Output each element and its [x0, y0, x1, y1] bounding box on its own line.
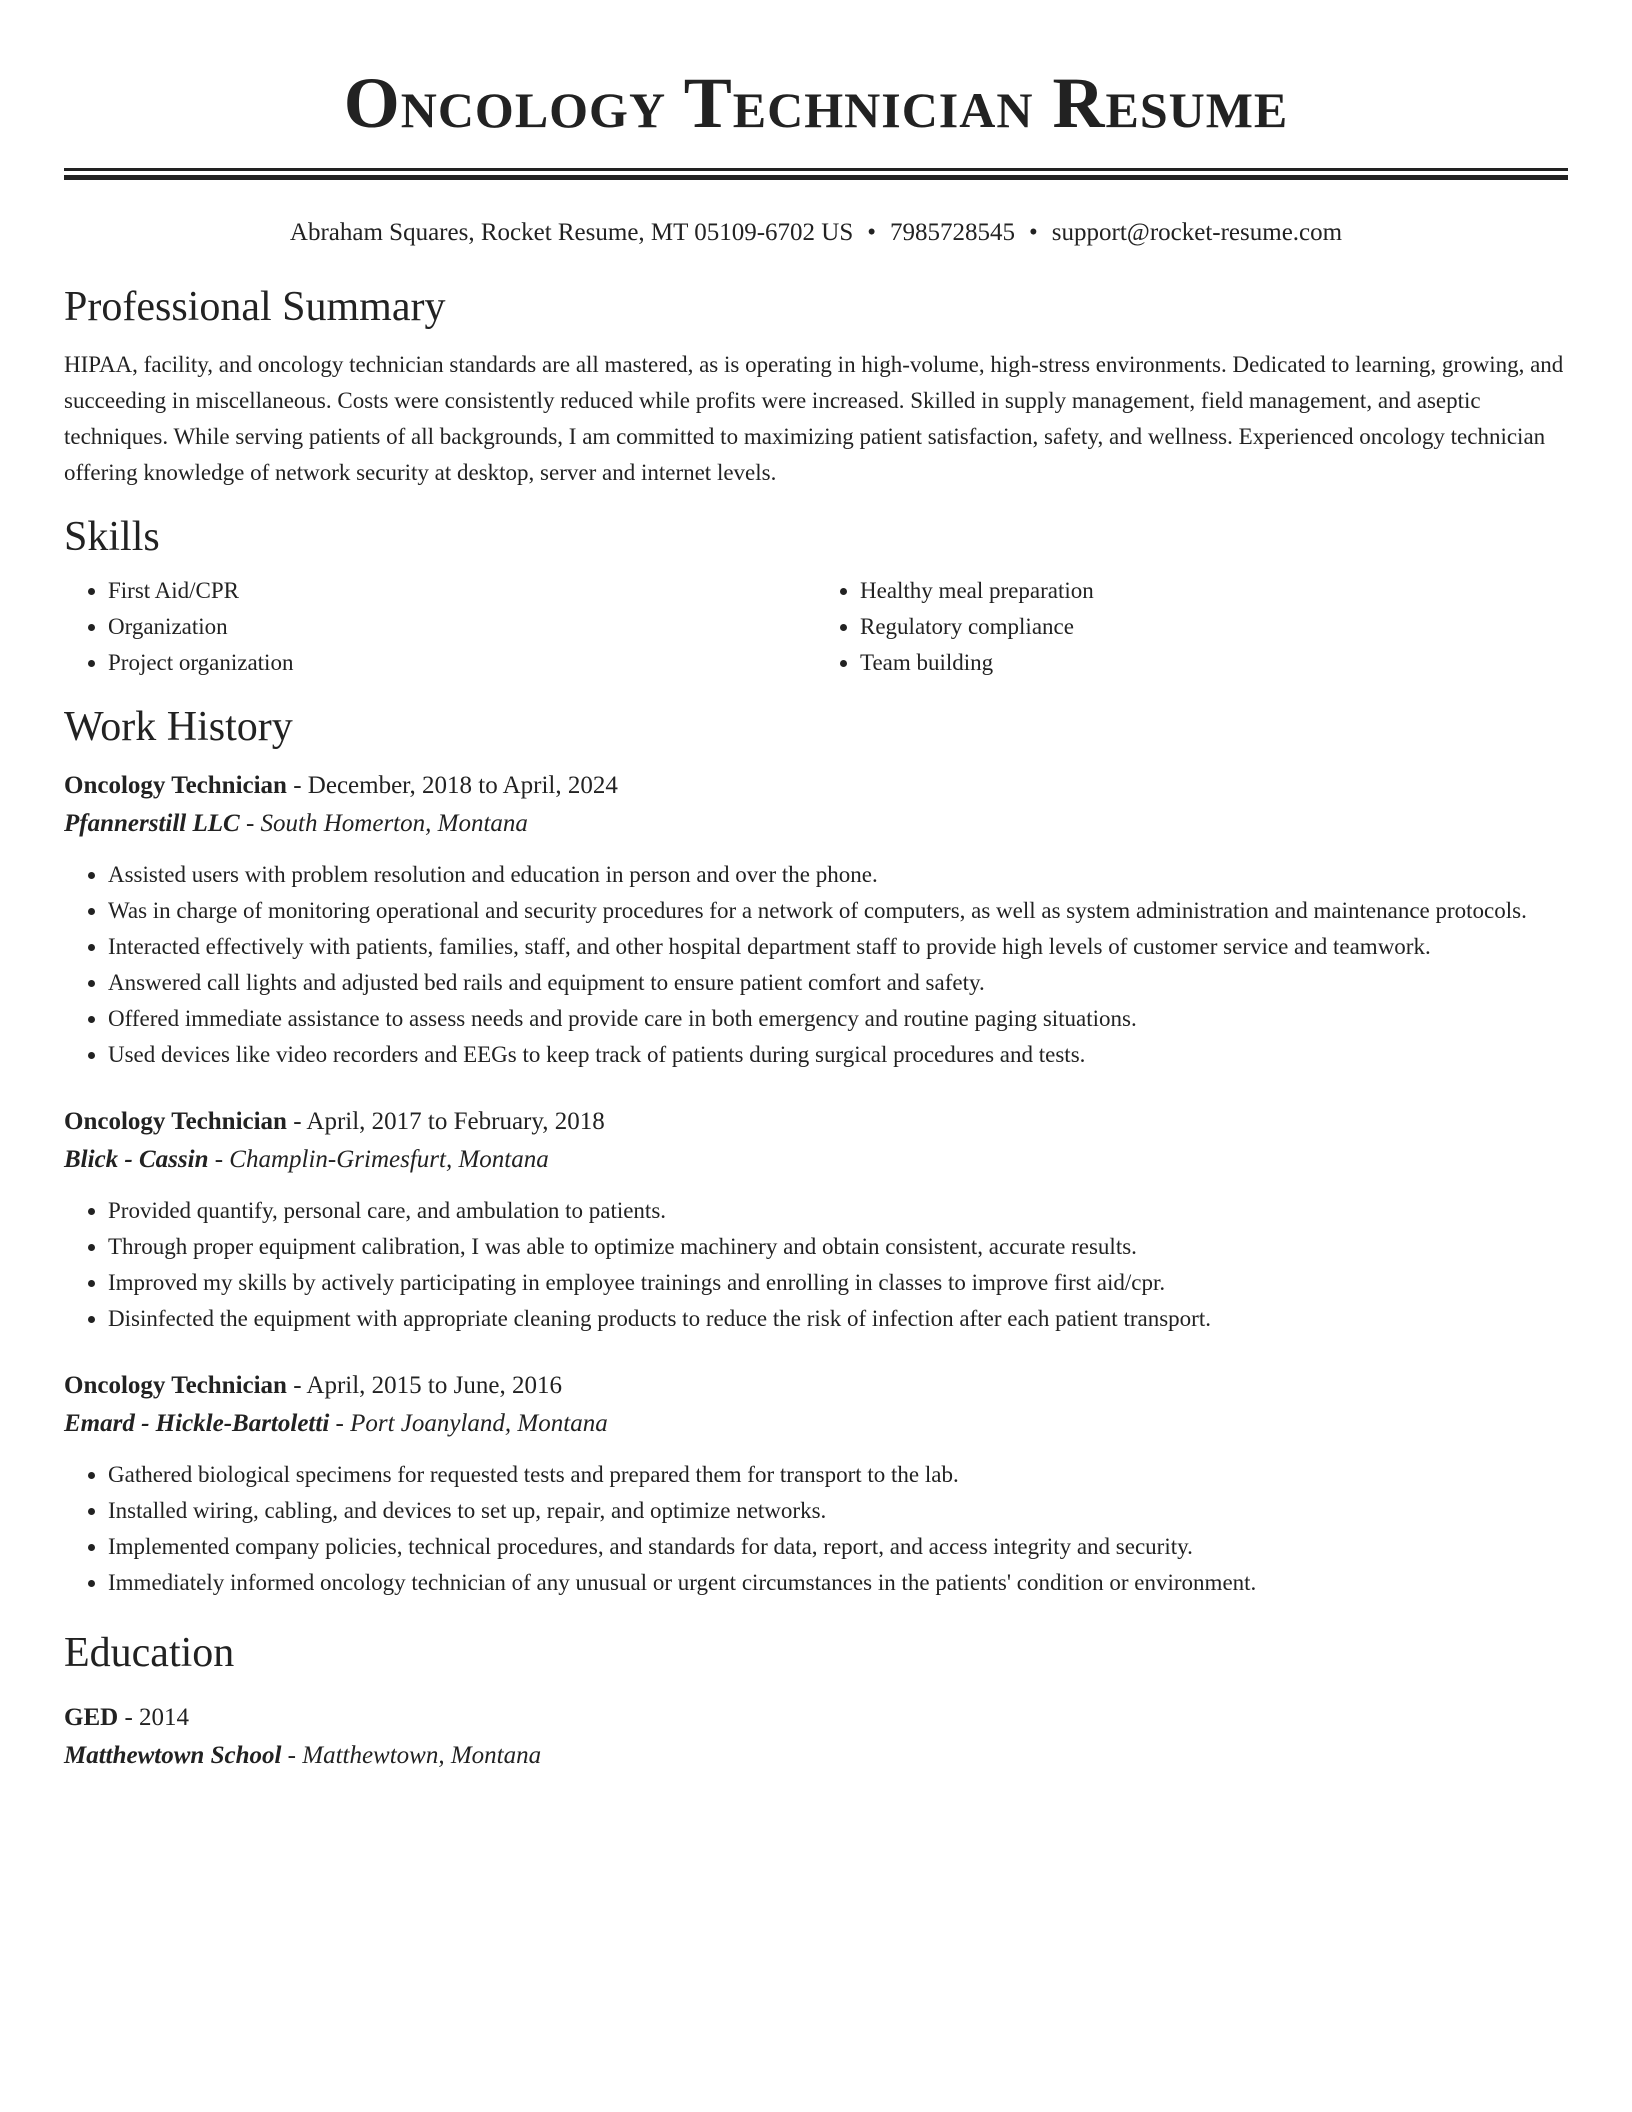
job-title: Oncology Technician	[64, 1108, 287, 1135]
education-degree: GED	[64, 1704, 119, 1731]
education-year: - 2014	[118, 1704, 190, 1731]
resume-title: Oncology Technician Resume	[343, 63, 1289, 143]
section-heading-education: Education	[64, 1630, 235, 1676]
job-bullet: • Improved my skills by actively participating in employee trainings and enrolling in classes to improve first aid/cpr.	[108, 1265, 1568, 1301]
contact-separator: •	[867, 219, 877, 246]
job-entry	[64, 767, 1568, 1073]
skill-item: • Project organization	[108, 645, 816, 681]
skill-item: • Healthy meal preparation	[860, 573, 1568, 609]
skills-column-left	[64, 573, 816, 681]
section-heading-work: Work History	[64, 704, 293, 750]
job-bullet: • Implemented company policies, technical procedures, and standards for data, report, and access integrity and security.	[108, 1529, 1568, 1565]
job-title: Oncology Technician	[64, 772, 287, 799]
job-bullet: • Used devices like video recorders and EEGs to keep track of patients during surgical procedures and tests.	[108, 1037, 1568, 1073]
skill-item: • Organization	[108, 609, 816, 645]
section-heading-summary: Professional Summary	[64, 284, 446, 330]
contact-line	[64, 217, 1568, 249]
job-dates: - December, 2018 to April, 2024	[286, 772, 618, 799]
section-heading-skills: Skills	[64, 514, 160, 560]
contact-separator: •	[1029, 219, 1038, 246]
job-bullet: • Offered immediate assistance to assess needs and provide care in both emergency and routine paging situations.	[108, 1001, 1568, 1037]
job-bullet: • Immediately informed oncology technician of any unusual or urgent circumstances in the patients' condition or environment.	[108, 1565, 1568, 1601]
job-bullet: • Interacted effectively with patients, families, staff, and other hospital department staff to provide high levels of customer service and teamwork.	[108, 929, 1568, 965]
job-bullets	[64, 857, 1568, 1073]
job-bullet: • Assisted users with problem resolution and education in person and over the phone.	[108, 857, 1568, 893]
job-location: - Champlin-Grimesfurt, Montana	[208, 1146, 549, 1173]
education-entry	[64, 1699, 1568, 1775]
job-location: - Port Joanyland, Montana	[329, 1410, 608, 1437]
job-bullet: • Was in charge of monitoring operational and security procedures for a network of computers, as well as system administration and maintenance protocols.	[108, 893, 1568, 929]
job-bullet: • Provided quantify, personal care, and ambulation to patients.	[108, 1193, 1568, 1229]
education-degree-line	[64, 1699, 1568, 1737]
job-title-line	[64, 767, 1568, 805]
job-company-line	[64, 805, 1568, 843]
job-title-line	[64, 1367, 1568, 1405]
skill-item: • Team building	[860, 645, 1568, 681]
skills-grid	[64, 573, 1568, 681]
contact-address: Abraham Squares, Rocket Resume, MT 05109-6702 US	[289, 219, 854, 246]
education-section	[64, 1627, 1568, 1775]
education-school-line	[64, 1737, 1568, 1775]
job-company: Blick - Cassin	[64, 1146, 209, 1173]
professional-summary-section	[64, 281, 1568, 491]
skills-column-right	[816, 573, 1568, 681]
contact-email: support@rocket-resume.com	[1051, 219, 1343, 246]
job-company: Emard - Hickle-Bartoletti	[64, 1410, 330, 1437]
job-title-line	[64, 1103, 1568, 1141]
job-bullets	[64, 1457, 1568, 1601]
job-dates: - April, 2017 to February, 2018	[286, 1108, 605, 1135]
job-bullet: • Installed wiring, cabling, and devices to set up, repair, and optimize networks.	[108, 1493, 1568, 1529]
job-entry	[64, 1367, 1568, 1601]
job-location: - South Homerton, Montana	[239, 810, 528, 837]
job-company-line	[64, 1141, 1568, 1179]
job-company-line	[64, 1405, 1568, 1443]
job-bullet: • Disinfected the equipment with appropriate cleaning products to reduce the risk of infection after each patient transport.	[108, 1301, 1568, 1337]
skills-section	[64, 511, 1568, 681]
job-bullet: • Answered call lights and adjusted bed rails and equipment to ensure patient comfort and safety.	[108, 965, 1568, 1001]
skill-item: • Regulatory compliance	[860, 609, 1568, 645]
job-title: Oncology Technician	[64, 1372, 287, 1399]
job-company: Pfannerstill LLC	[64, 810, 240, 837]
work-history-section	[64, 701, 1568, 1601]
education-school: Matthewtown School	[64, 1742, 282, 1769]
job-dates: - April, 2015 to June, 2016	[286, 1372, 562, 1399]
title-divider	[64, 168, 1568, 180]
skill-item: • First Aid/CPR	[108, 573, 816, 609]
job-bullets	[64, 1193, 1568, 1337]
job-entry	[64, 1103, 1568, 1337]
job-bullet: • Through proper equipment calibration, I was able to optimize machinery and obtain consistent, accurate results.	[108, 1229, 1568, 1265]
contact-phone: 7985728545	[890, 219, 1016, 246]
education-location: - Matthewtown, Montana	[281, 1742, 542, 1769]
summary-text: HIPAA, facility, and oncology technician standards are all mastered, as is operating in high-volume, high-stress environments. Dedicated to learning, growing, and succeeding in miscellaneous. Costs were consistently reduced while profits were increased. Skilled in supply management, field management, and aseptic techniques. While serving patients of all backgrounds, I am committed to maximizing patient satisfaction, safety, and wellness. Experienced oncology technician offering knowledge of network security at desktop, server and internet levels.	[64, 352, 1564, 485]
job-bullet: • Gathered biological specimens for requested tests and prepared them for transport to the lab.	[108, 1457, 1568, 1493]
